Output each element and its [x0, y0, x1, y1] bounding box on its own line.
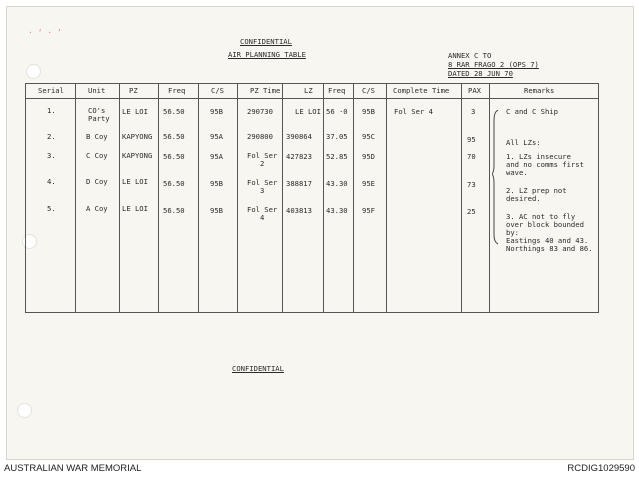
table-row-5-lz-cs: 95F [362, 206, 375, 215]
corner-mark: · ‘ · ’ [28, 28, 62, 37]
col-header-pax: PAX [468, 86, 481, 95]
col-header-lz-freq: Freq [328, 86, 346, 95]
table-row-2-lz: 390864 [286, 132, 312, 141]
table-row-1-freq: 56.50 [163, 107, 185, 116]
table-row-2-lz-freq: 37.05 [326, 132, 348, 141]
table-row-4-cs: 95B [210, 179, 223, 188]
table-row-3-serial: 3. [47, 151, 56, 160]
table-bottom-border [25, 312, 599, 313]
column-divider [237, 83, 238, 313]
table-row-2-pz: KAPYONG [122, 132, 153, 141]
table-row-2-lz-cs: 95C [362, 132, 375, 141]
table-row-4-lz-freq: 43.30 [326, 179, 348, 188]
table-row-3-pz: KAPYONG [122, 151, 153, 160]
table-header-divider [25, 98, 599, 99]
remarks-note-3: 3. AC not to fly over block bounded by: Eastings 40 and 43. Northings 83 and 86. [506, 212, 593, 253]
table-row-4-pz: LE LOI [122, 177, 148, 186]
col-header-freq: Freq [168, 86, 186, 95]
table-row-3-freq: 56.50 [163, 152, 185, 161]
table-row-1-pz: LE LOI [122, 107, 148, 116]
remarks-brace [492, 110, 502, 250]
column-divider [323, 83, 324, 313]
classification-top: CONFIDENTIAL [240, 37, 292, 46]
column-divider [75, 83, 76, 313]
col-header-unit: Unit [88, 86, 106, 95]
table-row-4-freq: 56.50 [163, 179, 185, 188]
col-header-pz: PZ [129, 86, 138, 95]
table-row-1-lz-freq: 56 ·0 [326, 107, 348, 116]
table-row-1-pz-time: 290730 [247, 107, 273, 116]
table-row-2-freq: 56.50 [163, 132, 185, 141]
column-divider [386, 83, 387, 313]
table-row-1-pax: 3 [471, 107, 476, 116]
classification-bottom: CONFIDENTIAL [232, 364, 284, 373]
column-divider [119, 83, 120, 313]
table-row-5-cs: 95B [210, 206, 223, 215]
table-row-1-remarks: C and C Ship [506, 107, 558, 116]
table-right-border [598, 83, 599, 313]
table-row-5-pz-time: Fol Ser 4 [247, 205, 278, 222]
col-header-lz-cs: C/S [362, 86, 375, 95]
table-row-5-pz: LE LOI [122, 204, 148, 213]
table-row-3-lz-cs: 95D [362, 152, 375, 161]
table-row-5-serial: 5. [47, 204, 56, 213]
order-reference: 8 RAR FRAGO 2 (OPS 7) [448, 60, 539, 69]
remarks-all-lzs: All LZs: [506, 138, 541, 147]
table-row-3-cs: 95A [210, 152, 223, 161]
remarks-note-1: 1. LZs insecure and no comms first wave. [506, 152, 584, 177]
table-title: AIR PLANNING TABLE [228, 50, 306, 59]
column-divider [198, 83, 199, 313]
table-row-4-pax: 73 [467, 180, 476, 189]
table-row-3-lz-freq: 52.85 [326, 152, 348, 161]
table-row-1-unit: CO's Party [88, 106, 110, 123]
column-divider [461, 83, 462, 313]
annex-label: ANNEX C TO [448, 51, 492, 60]
table-row-5-lz-freq: 43.30 [326, 206, 348, 215]
col-header-remarks: Remarks [524, 86, 555, 95]
column-divider [282, 83, 283, 313]
punch-hole-bottom [17, 403, 32, 418]
table-row-1-lz: LE LOI [295, 107, 321, 116]
record-id: RCDIG1029590 [567, 463, 635, 474]
table-row-5-pax: 25 [467, 207, 476, 216]
table-row-1-serial: 1. [47, 106, 56, 115]
table-row-2-pz-time: 290800 [247, 132, 273, 141]
col-header-lz: LZ [304, 86, 313, 95]
col-header-cs: C/S [211, 86, 224, 95]
table-row-3-lz: 427823 [286, 152, 312, 161]
table-row-2-pax: 95 [467, 135, 476, 144]
remarks-note-2: 2. LZ prep not desired. [506, 186, 567, 203]
table-row-2-unit: B Coy [86, 132, 108, 141]
table-row-1-complete-time: Fol Ser 4 [394, 107, 433, 116]
table-row-5-freq: 56.50 [163, 206, 185, 215]
table-row-2-serial: 2. [47, 132, 56, 141]
table-row-4-unit: D Coy [86, 177, 108, 186]
institution-label: AUSTRALIAN WAR MEMORIAL [4, 463, 142, 474]
table-row-4-lz: 388817 [286, 179, 312, 188]
table-row-4-serial: 4. [47, 177, 56, 186]
table-row-5-lz: 403813 [286, 206, 312, 215]
table-row-2-cs: 95A [210, 132, 223, 141]
col-header-serial: Serial [38, 86, 64, 95]
table-row-1-lz-cs: 95B [362, 107, 375, 116]
table-left-border [25, 83, 26, 313]
punch-hole-top [26, 64, 41, 79]
table-row-4-lz-cs: 95E [362, 179, 375, 188]
date-line: DATED 28 JUN 70 [448, 69, 513, 78]
table-row-3-unit: C Coy [86, 151, 108, 160]
table-row-4-pz-time: Fol Ser 3 [247, 178, 278, 195]
table-row-3-pz-time: Fol Ser 2 [247, 151, 278, 168]
col-header-pz-time: PZ Time [250, 86, 281, 95]
table-row-3-pax: 70 [467, 152, 476, 161]
table-row-5-unit: A Coy [86, 204, 108, 213]
column-divider [489, 83, 490, 313]
table-top-border [25, 83, 599, 84]
table-row-1-cs: 95B [210, 107, 223, 116]
column-divider [158, 83, 159, 313]
column-divider [353, 83, 354, 313]
col-header-complete-time: Complete Time [393, 86, 450, 95]
